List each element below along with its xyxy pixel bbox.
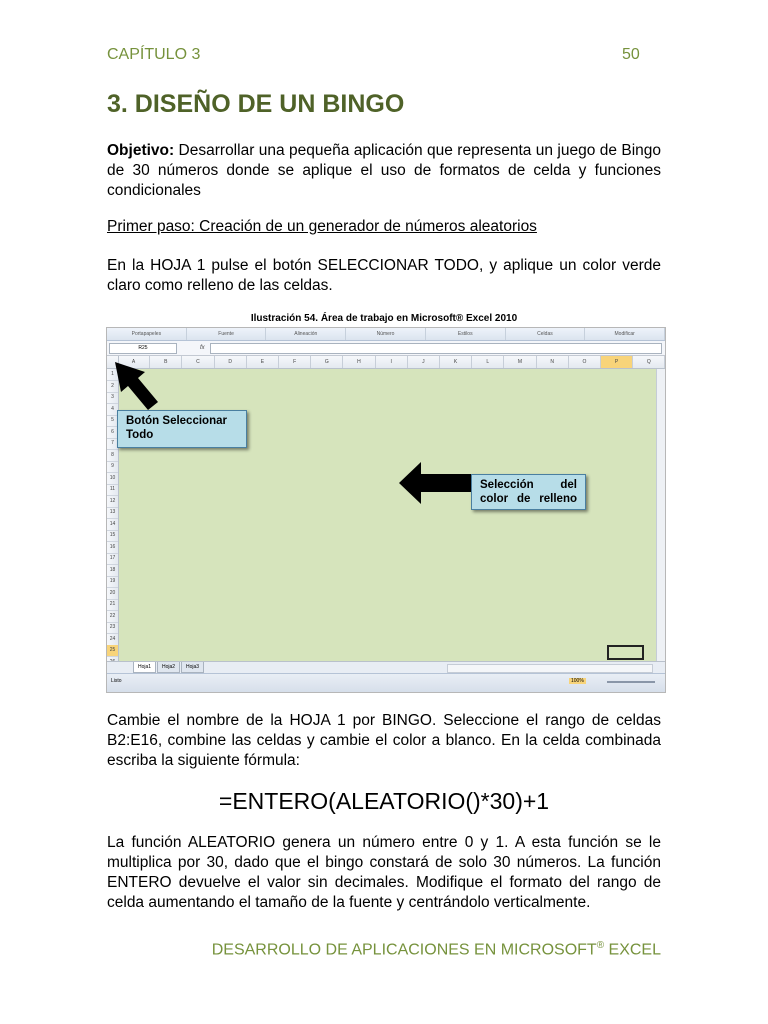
column-header: B <box>150 356 182 368</box>
fx-icon: fx <box>200 345 205 351</box>
figure-caption: Ilustración 54. Área de trabajo en Microsoft® Excel 2010 <box>250 313 518 324</box>
paragraph-1: En la HOJA 1 pulse el botón SELECCIONAR TODO, y aplique un color verde claro como relleno de las celdas. <box>107 257 661 294</box>
ribbon-group-label: Estilos <box>426 328 506 340</box>
column-header: F <box>279 356 311 368</box>
status-bar <box>107 673 665 693</box>
row-header: 13 <box>107 507 118 519</box>
column-header: M <box>504 356 536 368</box>
sheet-tab: Hoja3 <box>181 662 204 673</box>
zoom-level: 100% <box>571 678 584 684</box>
column-header: J <box>408 356 440 368</box>
objective-label: Objetivo: <box>107 142 175 159</box>
row-header: 19 <box>107 576 118 588</box>
paragraph-3: La función ALEATORIO genera un número entre 0 y 1. A esta función se le multiplica por 30, dado que el bingo constará de solo 30 números. La función ENTERO devuelve el valor sin decimales. Modifique el formato del rango de celda aumentando el tamaño de la fuente y centrándolo verticalmente. <box>107 834 661 911</box>
row-header: 5 <box>107 415 118 427</box>
objective-paragraph <box>107 141 661 201</box>
zoom-slider <box>607 681 655 683</box>
row-header: 7 <box>107 438 118 450</box>
column-header: H <box>343 356 375 368</box>
column-header: A <box>118 356 150 368</box>
row-header: 6 <box>107 427 118 439</box>
sheet-tab: Hoja1 <box>133 662 156 673</box>
sheet-tab: Hoja2 <box>157 662 180 673</box>
footer-text-2: EXCEL <box>604 941 661 959</box>
arrow-left-icon <box>397 460 477 506</box>
row-header: 1 <box>107 369 118 381</box>
column-header: E <box>247 356 279 368</box>
column-header: I <box>376 356 408 368</box>
callout-select-all: Botón Seleccionar Todo <box>117 410 247 448</box>
row-header: 22 <box>107 611 118 623</box>
formula-bar <box>107 341 665 356</box>
row-header: 10 <box>107 473 118 485</box>
row-header: 4 <box>107 404 118 416</box>
row-header: 8 <box>107 450 118 462</box>
objective-text: Desarrollar una pequeña aplicación que representa un juego de Bingo de 30 números donde se aplique el uso de formatos de celda y funciones condicionales <box>107 142 661 199</box>
status-label: Listo <box>111 678 122 684</box>
row-header: 3 <box>107 392 118 404</box>
row-header: 21 <box>107 599 118 611</box>
paragraph-2: Cambie el nombre de la HOJA 1 por BINGO. Seleccione el rango de celdas B2:E16, combine las celdas y cambie el color a blanco. En la celda combinada escriba la siguiente fórmula: <box>107 712 661 769</box>
ribbon-group-label: Portapapeles <box>107 328 187 340</box>
step1-heading: Primer paso: Creación de un generador de números aleatorios <box>107 218 537 235</box>
ribbon-group-labels <box>107 328 665 341</box>
row-header: 17 <box>107 553 118 565</box>
formula-text: =ENTERO(ALEATORIO()*30)+1 <box>218 788 550 814</box>
row-header: 20 <box>107 588 118 600</box>
row-header: 12 <box>107 496 118 508</box>
row-header: 2 <box>107 381 118 393</box>
excel-screenshot <box>106 327 666 693</box>
row-header: 9 <box>107 461 118 473</box>
sheet-tabs <box>107 661 665 673</box>
ribbon-group-label: Fuente <box>187 328 267 340</box>
ribbon-group-label: Número <box>346 328 426 340</box>
ribbon-group-label: Alineación <box>266 328 346 340</box>
row-header: 24 <box>107 634 118 646</box>
row-header: 14 <box>107 519 118 531</box>
arrow-up-left-icon <box>111 360 161 412</box>
column-header: O <box>569 356 601 368</box>
vertical-scrollbar <box>656 369 665 661</box>
column-header: G <box>311 356 343 368</box>
active-cell <box>607 645 644 660</box>
column-header: P <box>601 356 633 368</box>
ribbon-group-label: Modificar <box>585 328 665 340</box>
column-header: D <box>215 356 247 368</box>
row-header: 23 <box>107 622 118 634</box>
column-header: C <box>182 356 214 368</box>
page-number: 50 <box>622 46 640 63</box>
row-header: 18 <box>107 565 118 577</box>
registered-mark: ® <box>596 940 605 951</box>
horizontal-scrollbar <box>447 664 653 673</box>
row-header: 11 <box>107 484 118 496</box>
footer-text: DESARROLLO DE APLICACIONES EN MICROSOFT <box>211 941 597 959</box>
column-header: Q <box>633 356 665 368</box>
name-box: R25 <box>109 343 177 354</box>
callout-fill-color: Selección del color de relleno <box>471 474 586 510</box>
formula-input <box>210 343 662 354</box>
page-footer <box>107 940 661 959</box>
page-title: 3. DISEÑO DE UN BINGO <box>107 90 405 118</box>
column-header: L <box>472 356 504 368</box>
chapter-header: CAPÍTULO 3 <box>107 46 201 63</box>
row-header: 16 <box>107 542 118 554</box>
column-headers <box>107 356 665 369</box>
row-header: 25 <box>107 645 118 657</box>
column-header: K <box>440 356 472 368</box>
row-header: 15 <box>107 530 118 542</box>
column-header: N <box>537 356 569 368</box>
ribbon-group-label: Celdas <box>506 328 586 340</box>
